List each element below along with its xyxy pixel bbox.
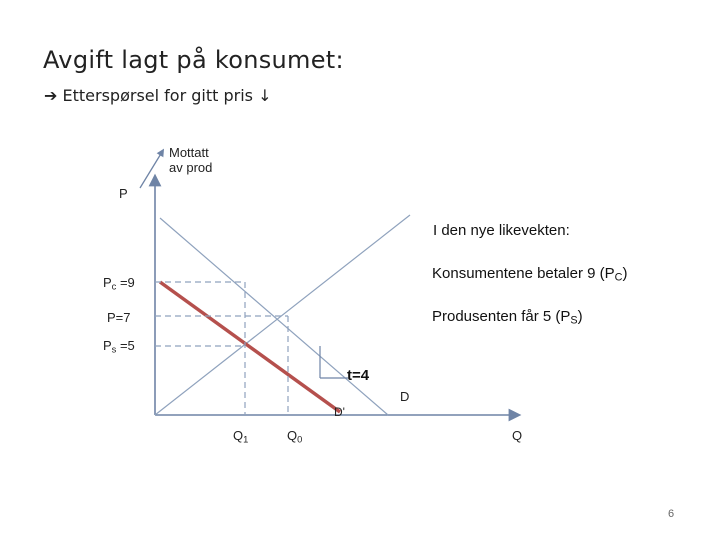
equilibrium-header: I den nye likevekten: bbox=[433, 222, 570, 239]
subtitle-text: Etterspørsel for gitt pris ↓ bbox=[62, 86, 272, 105]
p-label: P=7 bbox=[107, 310, 131, 325]
consumer-pays-note bbox=[432, 265, 627, 284]
mottatt-label-line1: Mottatt bbox=[169, 145, 209, 160]
consumer-pays-text: Konsumentene betaler 9 (P bbox=[432, 265, 615, 282]
slide-title: Avgift lagt på konsumet: bbox=[43, 46, 344, 74]
mottatt-label-line2: av prod bbox=[169, 160, 213, 175]
producer-gets-close: ) bbox=[577, 308, 583, 325]
demand-curve-d bbox=[160, 218, 388, 415]
consumer-pays-close: ) bbox=[622, 265, 628, 282]
q0-label bbox=[287, 428, 302, 444]
pc-label-letter: P bbox=[103, 275, 112, 290]
ps-label-letter: P bbox=[103, 338, 112, 353]
arrow-right-icon: ➔ bbox=[44, 86, 58, 105]
tax-label: t=4 bbox=[347, 367, 370, 384]
mottatt-label bbox=[169, 145, 212, 175]
y-axis-label: P bbox=[119, 186, 128, 201]
mottatt-pointer-line bbox=[140, 152, 162, 188]
supply-curve bbox=[155, 215, 410, 415]
ps-label-value: =5 bbox=[116, 338, 135, 353]
q1-label-sub: 1 bbox=[243, 434, 249, 445]
q1-label-letter: Q bbox=[233, 428, 244, 443]
demand-d-prime-label: D' bbox=[334, 405, 345, 419]
pc-label-sub: c bbox=[111, 281, 117, 292]
q0-label-letter: Q bbox=[287, 428, 298, 443]
demand-d-label: D bbox=[400, 389, 410, 404]
pc-label-value: =9 bbox=[116, 275, 135, 290]
consumer-pays-sub: C bbox=[614, 271, 623, 284]
x-axis-label: Q bbox=[512, 428, 523, 443]
ps-label bbox=[103, 338, 135, 354]
pc-label bbox=[103, 275, 135, 291]
q0-label-sub: 0 bbox=[297, 434, 303, 445]
ps-label-sub: s bbox=[111, 344, 117, 355]
producer-gets-text: Produsenten får 5 (P bbox=[432, 308, 571, 325]
producer-gets-note bbox=[432, 308, 583, 327]
producer-gets-sub: S bbox=[570, 314, 578, 327]
page-number: 6 bbox=[668, 508, 675, 520]
q1-label bbox=[233, 428, 248, 444]
demand-curve-d-prime bbox=[160, 282, 340, 412]
